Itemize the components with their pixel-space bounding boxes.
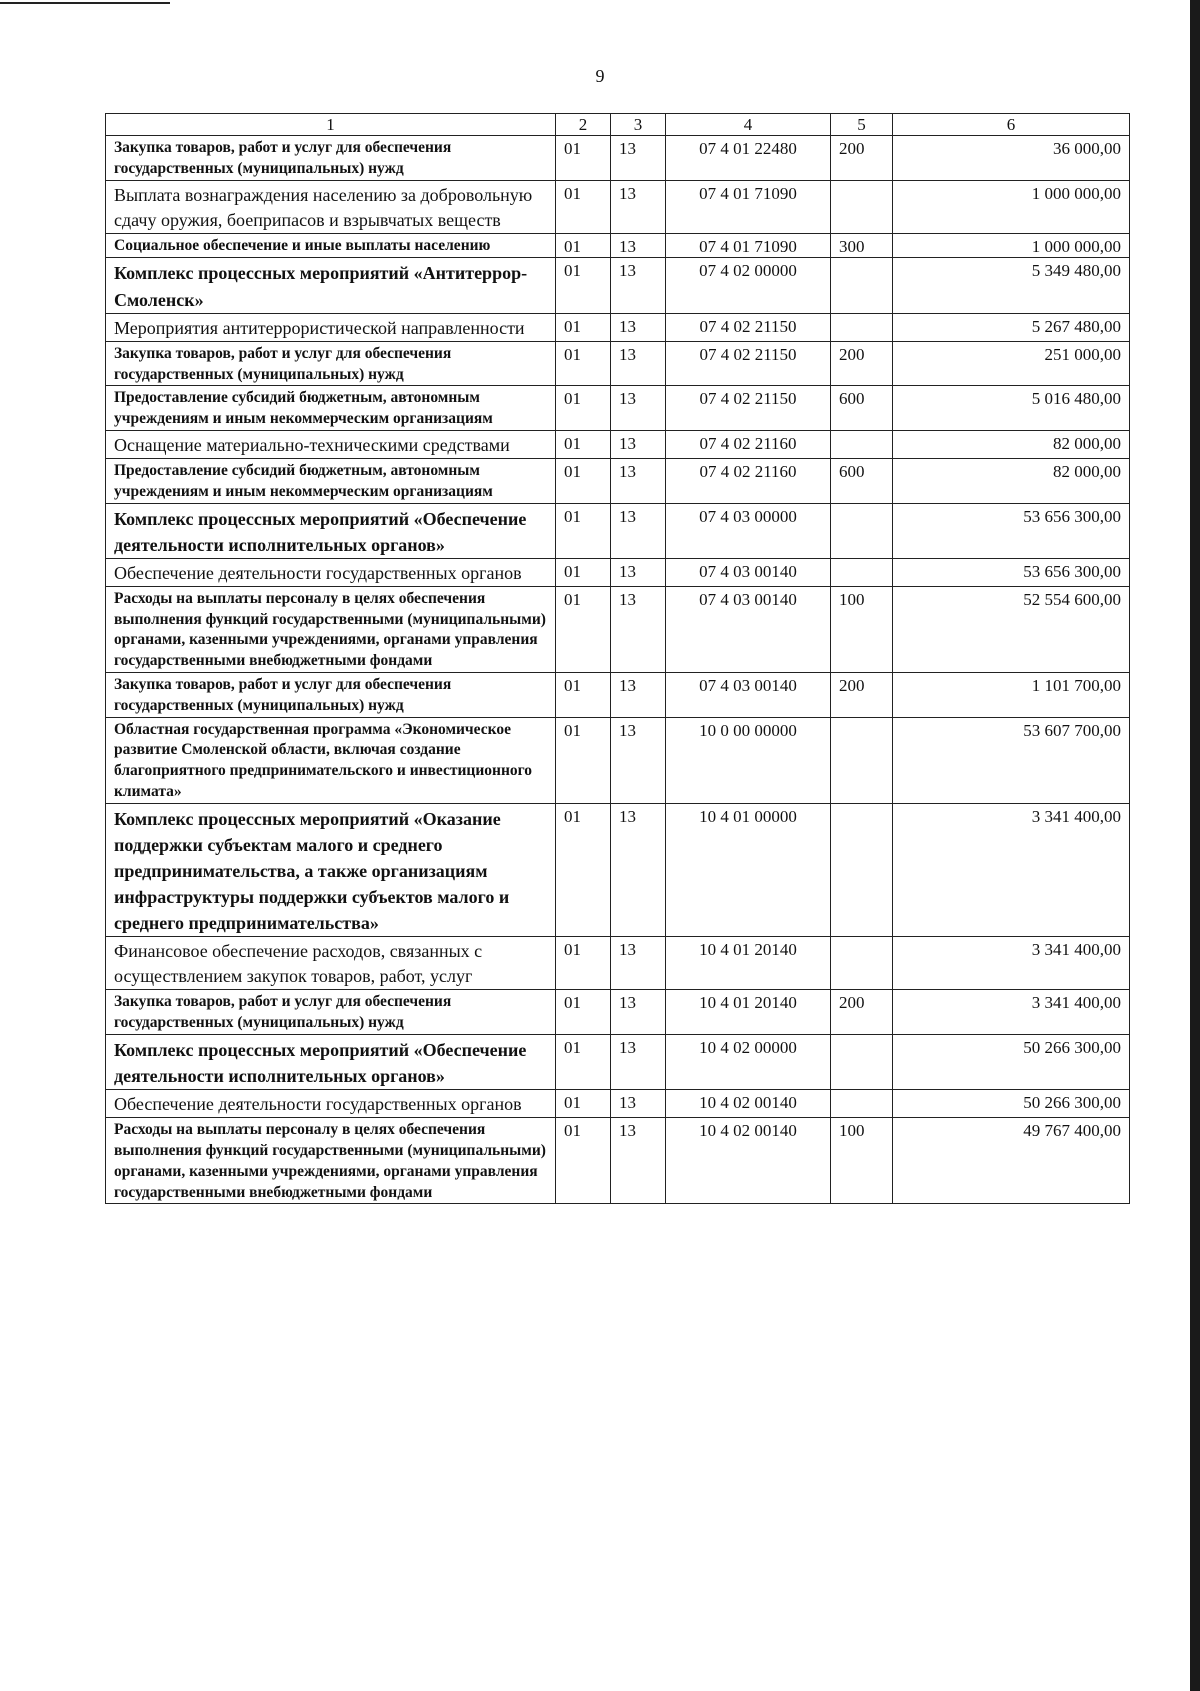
header-col-5: 5 [831,114,893,136]
row-target-article: 10 4 01 00000 [666,803,831,936]
table-row [106,180,1130,233]
row-name: Закупка товаров, работ и услуг для обеспечения государственных (муниципальных) нужд [106,341,556,386]
row-section: 01 [556,717,611,803]
table-row [106,503,1130,558]
table-row [106,937,1130,990]
row-amount: 82 000,00 [893,459,1130,504]
row-subsection: 13 [611,136,666,181]
table-row [106,990,1130,1035]
row-expense-type: 100 [831,1118,893,1204]
row-expense-type: 200 [831,341,893,386]
row-expense-type: 200 [831,990,893,1035]
header-row [106,114,1130,136]
row-amount: 50 266 300,00 [893,1090,1130,1118]
row-target-article: 07 4 03 00140 [666,673,831,718]
row-name: Комплекс процессных мероприятий «Оказание поддержки субъектам малого и среднего предпринимательства, а также организациям инфраструктуры поддержки субъектов малого и среднего предпринимательства» [106,803,556,936]
row-subsection: 13 [611,341,666,386]
row-name: Комплекс процессных мероприятий «Обеспечение деятельности исполнительных органов» [106,503,556,558]
budget-table [105,113,1130,1204]
row-name: Закупка товаров, работ и услуг для обеспечения государственных (муниципальных) нужд [106,990,556,1035]
row-section: 01 [556,937,611,990]
table-row [106,673,1130,718]
table-row [106,258,1130,313]
row-expense-type: 600 [831,386,893,431]
table-row [106,717,1130,803]
scan-right-edge [1190,0,1200,1691]
row-expense-type [831,1034,893,1089]
row-section: 01 [556,313,611,341]
row-section: 01 [556,258,611,313]
row-target-article: 07 4 01 71090 [666,180,831,233]
row-expense-type [831,430,893,458]
row-target-article: 07 4 02 21150 [666,313,831,341]
row-amount: 1 000 000,00 [893,234,1130,258]
row-amount: 82 000,00 [893,430,1130,458]
row-name: Финансовое обеспечение расходов, связанных с осуществлением закупок товаров, работ, услуг [106,937,556,990]
table-row [106,1090,1130,1118]
row-subsection: 13 [611,673,666,718]
table-row [106,313,1130,341]
row-amount: 36 000,00 [893,136,1130,181]
row-section: 01 [556,459,611,504]
row-expense-type [831,558,893,586]
header-col-1: 1 [106,114,556,136]
row-expense-type [831,503,893,558]
page-number: 9 [595,66,605,86]
row-amount: 1 000 000,00 [893,180,1130,233]
row-subsection: 13 [611,558,666,586]
row-name: Комплекс процессных мероприятий «Обеспечение деятельности исполнительных органов» [106,1034,556,1089]
row-amount: 3 341 400,00 [893,990,1130,1035]
table-header [106,114,1130,136]
row-amount: 3 341 400,00 [893,937,1130,990]
row-name: Предоставление субсидий бюджетным, автономным учреждениям и иным некоммерческим организациям [106,386,556,431]
row-name: Областная государственная программа «Экономическое развитие Смоленской области, включая создание благоприятного предпринимательского и инвестиционного климата» [106,717,556,803]
row-subsection: 13 [611,234,666,258]
row-name: Мероприятия антитеррористической направленности [106,313,556,341]
row-section: 01 [556,1090,611,1118]
row-target-article: 07 4 02 21160 [666,459,831,504]
row-expense-type [831,313,893,341]
row-target-article: 07 4 02 00000 [666,258,831,313]
row-amount: 1 101 700,00 [893,673,1130,718]
header-col-4: 4 [666,114,831,136]
row-subsection: 13 [611,1034,666,1089]
header-col-6: 6 [893,114,1130,136]
row-amount: 53 656 300,00 [893,558,1130,586]
row-expense-type [831,180,893,233]
row-target-article: 10 4 01 20140 [666,990,831,1035]
row-amount: 5 016 480,00 [893,386,1130,431]
table-row [106,234,1130,258]
row-target-article: 07 4 03 00140 [666,586,831,672]
row-section: 01 [556,1034,611,1089]
row-amount: 53 607 700,00 [893,717,1130,803]
row-expense-type: 100 [831,586,893,672]
row-name: Социальное обеспечение и иные выплаты населению [106,234,556,258]
row-subsection: 13 [611,258,666,313]
row-amount: 49 767 400,00 [893,1118,1130,1204]
row-name: Выплата вознаграждения населению за добровольную сдачу оружия, боеприпасов и взрывчатых веществ [106,180,556,233]
row-subsection: 13 [611,180,666,233]
row-subsection: 13 [611,430,666,458]
row-name: Закупка товаров, работ и услуг для обеспечения государственных (муниципальных) нужд [106,673,556,718]
table-row [106,136,1130,181]
table-body [106,136,1130,1204]
table-row [106,803,1130,936]
row-name: Расходы на выплаты персоналу в целях обеспечения выполнения функций государственными (муниципальными) органами, казенными учреждениями, органами управления государственными внебюджетными фондами [106,1118,556,1204]
header-col-2: 2 [556,114,611,136]
table-row [106,459,1130,504]
row-amount: 50 266 300,00 [893,1034,1130,1089]
row-section: 01 [556,558,611,586]
row-expense-type [831,937,893,990]
header-col-3: 3 [611,114,666,136]
row-subsection: 13 [611,937,666,990]
row-expense-type: 200 [831,136,893,181]
row-subsection: 13 [611,586,666,672]
table-row [106,1118,1130,1204]
row-section: 01 [556,673,611,718]
row-expense-type: 200 [831,673,893,718]
row-name: Оснащение материально-техническими средствами [106,430,556,458]
row-subsection: 13 [611,717,666,803]
row-section: 01 [556,136,611,181]
table-row [106,586,1130,672]
row-expense-type [831,803,893,936]
row-section: 01 [556,803,611,936]
row-expense-type [831,258,893,313]
row-name: Предоставление субсидий бюджетным, автономным учреждениям и иным некоммерческим организациям [106,459,556,504]
table-row [106,386,1130,431]
row-section: 01 [556,341,611,386]
table-row [106,558,1130,586]
row-expense-type: 600 [831,459,893,504]
row-section: 01 [556,1118,611,1204]
row-target-article: 07 4 02 21150 [666,386,831,431]
table-row [106,341,1130,386]
row-subsection: 13 [611,503,666,558]
row-target-article: 10 4 01 20140 [666,937,831,990]
row-section: 01 [556,503,611,558]
row-subsection: 13 [611,459,666,504]
row-target-article: 10 4 02 00000 [666,1034,831,1089]
table-row [106,1034,1130,1089]
row-amount: 3 341 400,00 [893,803,1130,936]
row-target-article: 10 0 00 00000 [666,717,831,803]
row-target-article: 07 4 02 21150 [666,341,831,386]
table-row [106,430,1130,458]
row-subsection: 13 [611,803,666,936]
row-section: 01 [556,234,611,258]
row-amount: 53 656 300,00 [893,503,1130,558]
row-target-article: 07 4 03 00140 [666,558,831,586]
row-expense-type: 300 [831,234,893,258]
row-expense-type [831,1090,893,1118]
row-subsection: 13 [611,386,666,431]
row-section: 01 [556,990,611,1035]
row-name: Расходы на выплаты персоналу в целях обеспечения выполнения функций государственными (муниципальными) органами, казенными учреждениями, органами управления государственными внебюджетными фондами [106,586,556,672]
row-amount: 5 267 480,00 [893,313,1130,341]
row-name: Закупка товаров, работ и услуг для обеспечения государственных (муниципальных) нужд [106,136,556,181]
row-name: Обеспечение деятельности государственных органов [106,1090,556,1118]
row-amount: 251 000,00 [893,341,1130,386]
row-target-article: 07 4 02 21160 [666,430,831,458]
row-target-article: 07 4 01 22480 [666,136,831,181]
row-target-article: 07 4 01 71090 [666,234,831,258]
row-target-article: 10 4 02 00140 [666,1118,831,1204]
top-edge-rule [0,2,170,4]
row-section: 01 [556,430,611,458]
row-section: 01 [556,586,611,672]
row-subsection: 13 [611,990,666,1035]
row-target-article: 10 4 02 00140 [666,1090,831,1118]
row-amount: 52 554 600,00 [893,586,1130,672]
row-subsection: 13 [611,1090,666,1118]
row-amount: 5 349 480,00 [893,258,1130,313]
row-subsection: 13 [611,313,666,341]
row-name: Комплекс процессных мероприятий «Антитеррор-Смоленск» [106,258,556,313]
row-section: 01 [556,180,611,233]
row-target-article: 07 4 03 00000 [666,503,831,558]
row-subsection: 13 [611,1118,666,1204]
row-section: 01 [556,386,611,431]
row-name: Обеспечение деятельности государственных органов [106,558,556,586]
row-expense-type [831,717,893,803]
